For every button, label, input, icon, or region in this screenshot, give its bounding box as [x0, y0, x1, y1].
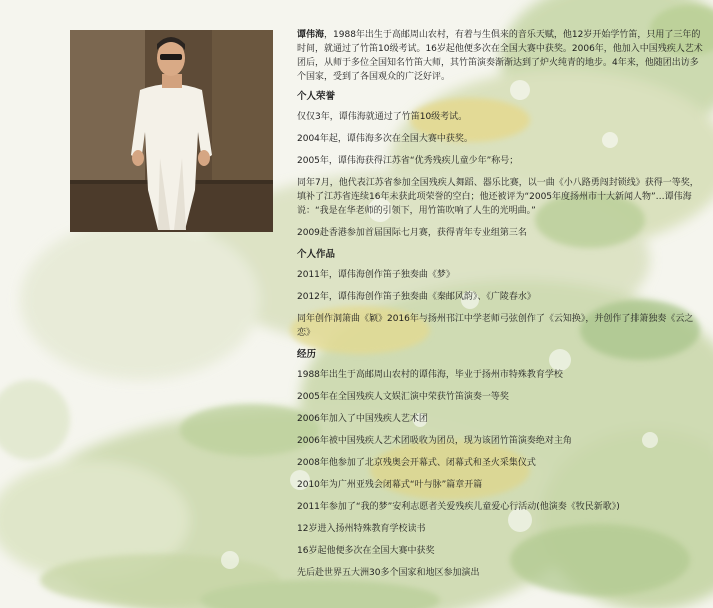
list-item: 1988年出生于高邮周山农村的谭伟海，毕业于扬州市特殊教育学校 [297, 370, 563, 380]
profile-photo [70, 30, 273, 232]
list-item: 2008年他参加了北京残奥会开幕式、闭幕式和圣火采集仪式 [297, 458, 536, 468]
list-item: 2011年，谭伟海创作笛子独奏曲《梦》 [297, 270, 455, 280]
list-item: 2004年起，谭伟海多次在全国大赛中获奖。 [297, 134, 473, 144]
list-item: 先后赴世界五大洲30多个国家和地区参加演出 [297, 568, 480, 578]
bio-intro [297, 28, 705, 84]
list-item: 同年7月，他代表江苏省参加全国残疾人舞蹈、器乐比赛，以一曲《小八路勇闯封锁线》获得一等奖，填补了江苏省连续16年未获此项荣誉的空白；他还被评为“2005年度扬州市十大新闻人物”…谭伟海说：“我是在华老师的引领下，用竹笛吹响了人生的光明曲。” [297, 178, 699, 216]
list-item: 2012年，谭伟海创作笛子独奏曲《秦邮风韵》、《广陵春水》 [297, 292, 536, 302]
list-item: 2011年参加了“我的梦”安利志愿者关爱残疾儿童爱心行活动(他演奏《牧民新歌》) [297, 502, 620, 512]
list-item: 12岁进入扬州特殊教育学校读书 [297, 524, 426, 534]
list-item: 2005年在全国残疾人文娱汇演中荣获竹笛演奏一等奖 [297, 392, 509, 402]
list-item: 2006年被中国残疾人艺术团吸收为团员，现为该团竹笛演奏绝对主角 [297, 436, 572, 446]
intro-text: ，1988年出生于高邮周山农村，有着与生俱来的音乐天赋，他12岁开始学竹笛，只用了三年的时间，就通过了竹笛10级考试。16岁起他便多次在全国大赛中获奖。2006年，他加入中国残疾人艺术团后，从师于多位全国知名竹笛大师，其竹笛演奏渐渐达到了炉火纯青的地步。4年来，他随团出访多个国家，受到了各国观众的广泛好评。 [297, 30, 703, 82]
list-item: 2009赴香港参加首届国际七月赛，获得青年专业组第三名 [297, 228, 527, 238]
list-item: 2010年为广州亚残会闭幕式“叶与脉”篇章开篇 [297, 480, 483, 490]
experience-list [297, 368, 705, 580]
section-title-works: 个人作品 [297, 249, 336, 260]
list-item: 16岁起他便多次在全国大赛中获奖 [297, 546, 435, 556]
list-item: 2005年，谭伟海获得江苏省“优秀残疾儿童少年”称号； [297, 156, 519, 166]
works-list [297, 268, 705, 340]
person-name: 谭伟海 [297, 30, 325, 40]
list-item: 仅仅3年，谭伟海就通过了竹笛10级考试。 [297, 112, 468, 122]
list-item: 2006年加入了中国残疾人艺术团 [297, 414, 428, 424]
bio-content [297, 28, 705, 588]
section-title-honors: 个人荣誉 [297, 91, 336, 102]
section-title-experience: 经历 [297, 349, 317, 360]
list-item: 同年创作洞箫曲《颖》2016年与扬州邗江中学老师弓弦创作了《云知换》，并创作了排箫独奏《云之恋》 [297, 314, 694, 338]
honors-list [297, 110, 705, 240]
